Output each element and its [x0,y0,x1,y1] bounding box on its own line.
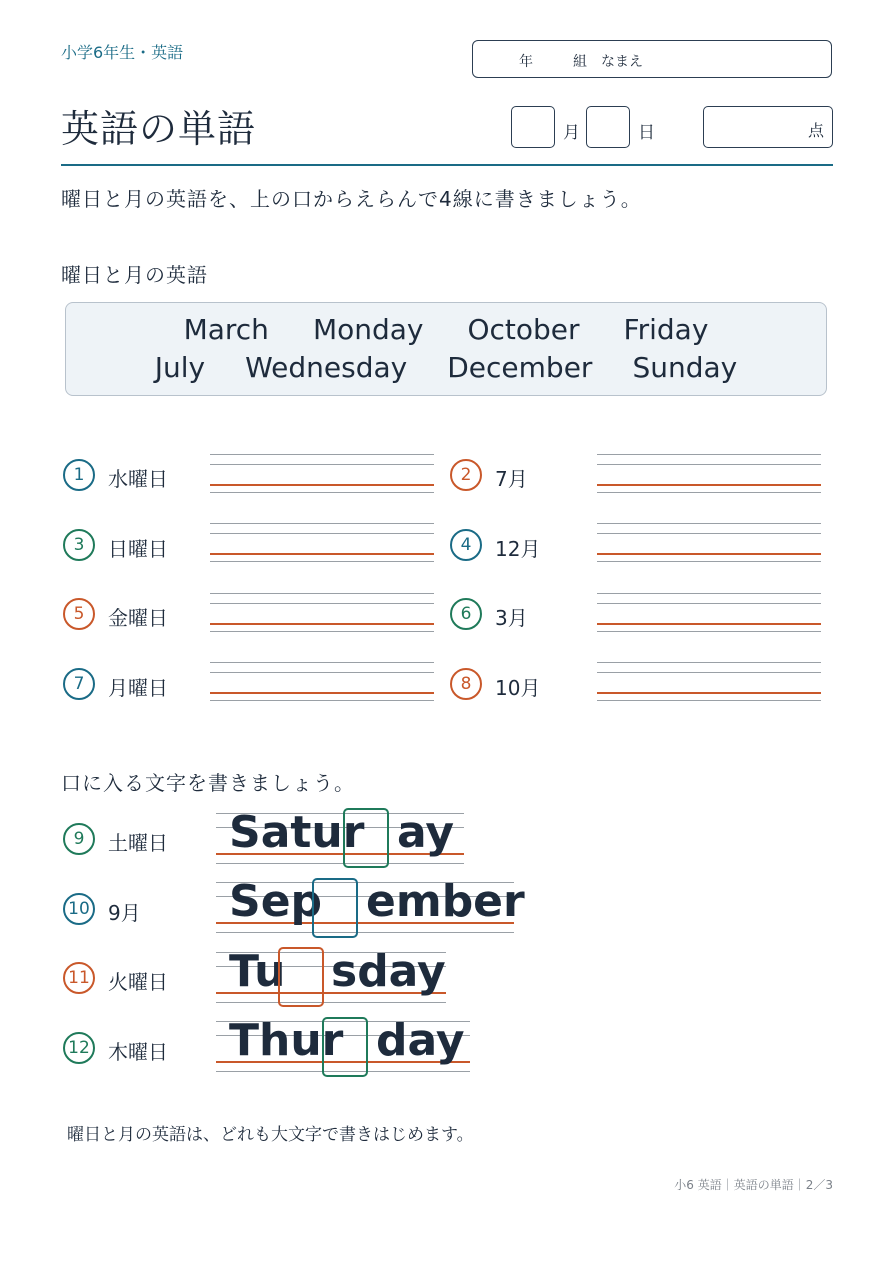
month-label: 月 [563,123,580,143]
fill-section-heading: 口に入る文字を書きましょう。 [61,771,355,795]
word-bank-heading: 曜日と月の英語 [61,263,208,287]
question-number: 4 [450,529,482,561]
word-part-after: day [376,1015,465,1066]
score-box[interactable] [703,106,833,148]
score-label: 点 [807,121,824,140]
writing-lines[interactable] [597,593,821,641]
missing-letter-box[interactable] [322,1017,368,1077]
question-number: 8 [450,668,482,700]
question-label: 3月 [495,606,528,630]
question-number: 9 [63,823,95,855]
word-bank-word: Sunday [632,351,738,384]
page-footer: 小6 英語｜英語の単語｜2／3 [674,1178,833,1192]
word-part-after: sday [331,946,446,997]
name-box[interactable] [472,40,832,78]
word-part-before: Thur [229,1015,344,1066]
month-box[interactable] [511,106,555,148]
missing-letter-box[interactable] [343,808,389,868]
question-label: 9月 [108,901,141,925]
writing-lines[interactable] [210,523,434,571]
word-bank-word: Monday [312,313,424,346]
question-label: 水曜日 [108,467,168,491]
question-label: 金曜日 [108,606,168,630]
question-number: 1 [63,459,95,491]
question-number: 2 [450,459,482,491]
day-label: 日 [638,123,655,143]
name-class-label: 組 [573,54,587,70]
word-bank-word: March [183,313,269,346]
day-box[interactable] [586,106,630,148]
writing-lines[interactable] [210,662,434,710]
word-part-before: Tu [229,946,286,997]
question-label: 7月 [495,467,528,491]
question-label: 日曜日 [108,537,168,561]
question-number: 12 [63,1032,95,1064]
word-part-before: Sep [229,876,323,927]
question-label: 月曜日 [108,676,168,700]
question-label: 火曜日 [108,970,168,994]
question-number: 5 [63,598,95,630]
header-divider [61,164,833,166]
grade-subject: 小学6年生・英語 [61,43,184,62]
word-part-after: ay [397,807,455,858]
missing-letter-box[interactable] [278,947,324,1007]
word-bank-word: Wednesday [245,351,408,384]
writing-lines[interactable] [597,454,821,502]
question-number: 10 [63,893,95,925]
word-bank-word: October [467,313,580,346]
writing-lines[interactable] [597,523,821,571]
writing-lines[interactable] [597,662,821,710]
word-bank-word: December [447,351,593,384]
question-label: 12月 [495,537,541,561]
word-bank [65,302,827,396]
question-label: 木曜日 [108,1040,168,1064]
question-number: 7 [63,668,95,700]
word-part-before: Satur [229,807,365,858]
question-number: 11 [63,962,95,994]
question-label: 土曜日 [108,831,168,855]
page-title: 英語の単語 [61,107,257,151]
word-bank-row [66,351,826,384]
question-label: 10月 [495,676,541,700]
question-number: 3 [63,529,95,561]
word-part-after: ember [366,876,525,927]
name-year-label: 年 [519,54,533,70]
missing-letter-box[interactable] [312,878,358,938]
word-bank-word: Friday [623,313,709,346]
writing-lines[interactable] [210,454,434,502]
note-text: 曜日と月の英語は、どれも大文字で書きはじめます。 [67,1125,474,1145]
word-bank-row [66,313,826,346]
question-number: 6 [450,598,482,630]
writing-lines[interactable] [210,593,434,641]
word-bank-word: July [154,351,206,384]
name-label: なまえ [601,54,643,70]
instruction: 曜日と月の英語を、上の口からえらんで4線に書きましょう。 [61,187,642,211]
